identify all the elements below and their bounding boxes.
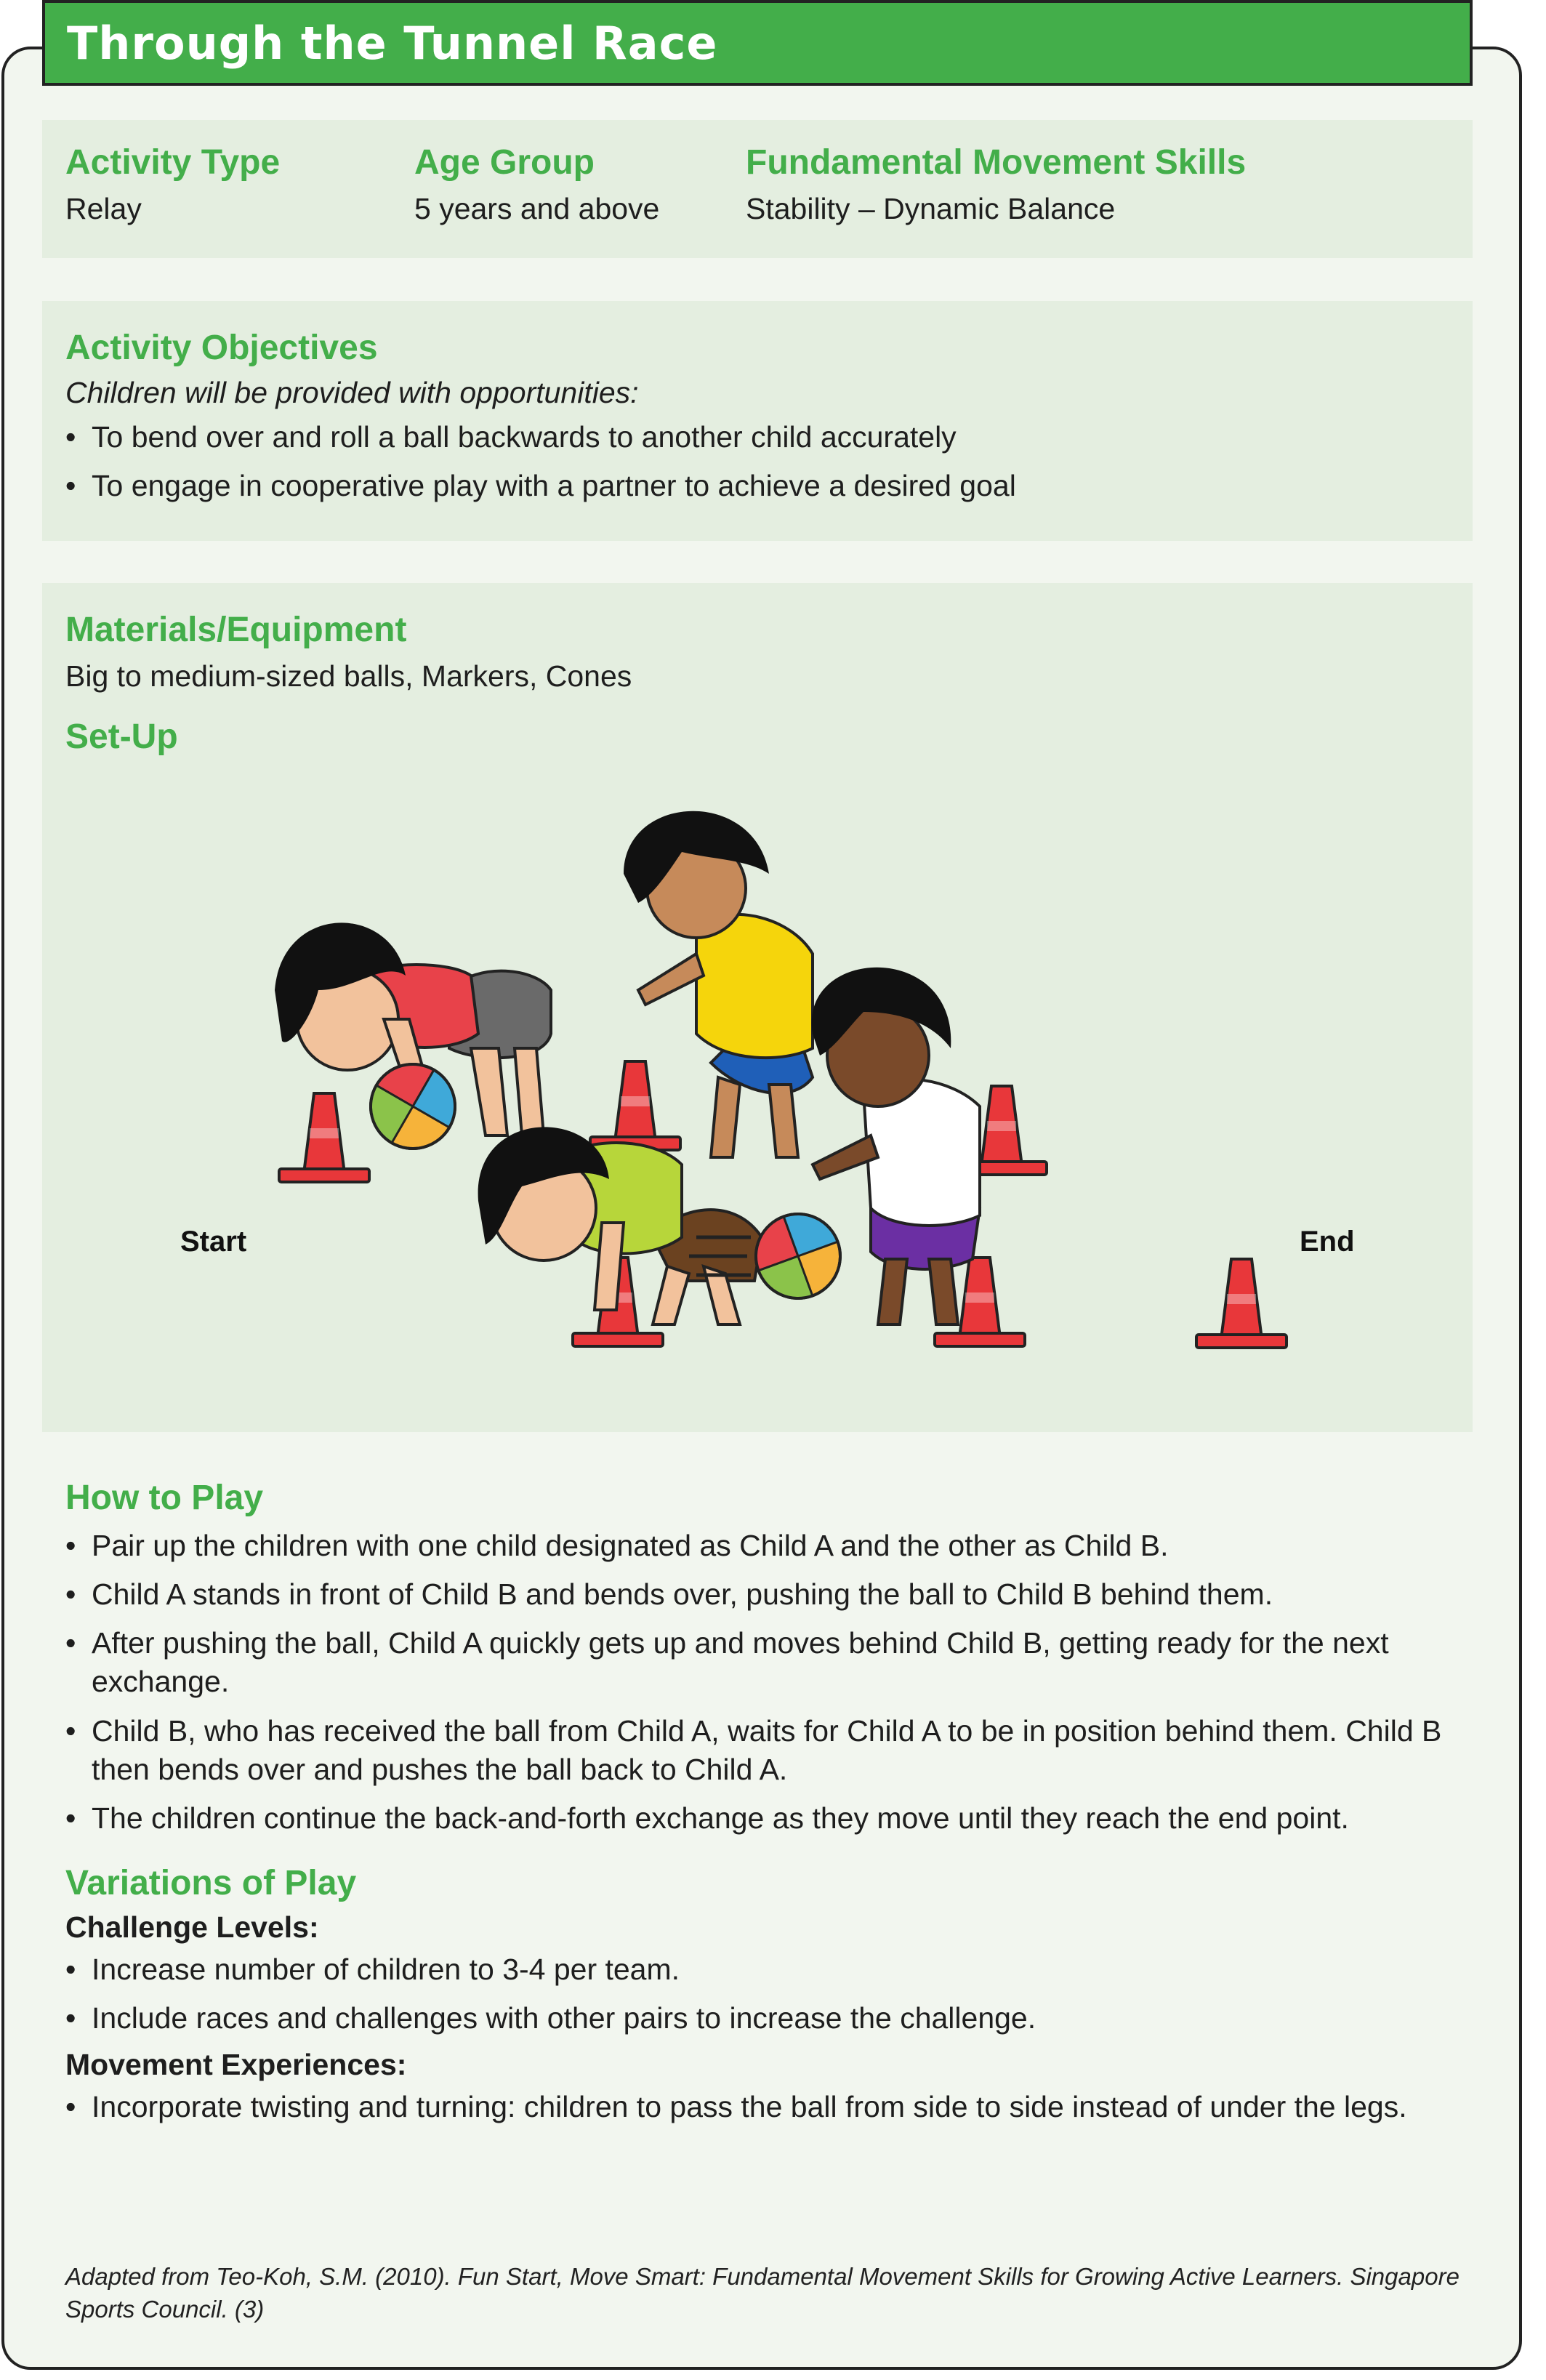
list-item: • Include races and challenges with other pairs to increase the challenge.	[65, 1999, 1490, 2038]
objectives-list	[65, 418, 1449, 506]
list-item: • Pair up the children with one child designated as Child A and the other as Child B.	[65, 1527, 1490, 1565]
citation: Adapted from Teo-Koh, S.M. (2010). Fun Start, Move Smart: Fundamental Movement Skills for Growing Active Learners. Singapore Sports Council. (3)	[65, 2263, 1460, 2323]
age-group-label: Age Group	[414, 143, 595, 182]
cone-6	[1196, 1259, 1287, 1348]
skills-value: Stability – Dynamic Balance	[746, 191, 1116, 225]
variations-section	[65, 1862, 1490, 2136]
skills-col	[746, 142, 1246, 228]
setup-heading: Set-Up	[65, 717, 178, 756]
title-bar	[42, 0, 1473, 86]
list-item: • To bend over and roll a ball backwards to another child accurately	[65, 418, 1449, 457]
page-title: Through the Tunnel Race	[67, 16, 718, 70]
ball-2	[744, 1202, 853, 1311]
ball-1	[355, 1049, 470, 1164]
objectives-heading: Activity Objectives	[65, 329, 378, 367]
activity-type-col	[65, 142, 280, 228]
cone-1	[279, 1093, 369, 1182]
variations-heading: Variations of Play	[65, 1864, 357, 1902]
how-to-play-section	[65, 1477, 1490, 1849]
list-item: • Incorporate twisting and turning: children to pass the ball from side to side instead of under the legs.	[65, 2088, 1490, 2126]
objectives-intro: Children will be provided with opportunities:	[65, 375, 639, 409]
age-group-value: 5 years and above	[414, 191, 660, 225]
activity-type-label: Activity Type	[65, 143, 281, 182]
materials-text: Big to medium-sized balls, Markers, Cones	[65, 659, 632, 693]
challenge-list	[65, 1950, 1490, 2038]
info-panel	[42, 120, 1473, 258]
end-label: End	[1300, 1226, 1355, 1258]
start-label: Start	[180, 1226, 247, 1258]
age-group-col	[414, 142, 659, 228]
list-item: • To engage in cooperative play with a partner to achieve a desired goal	[65, 467, 1449, 505]
movement-list	[65, 2088, 1490, 2126]
materials-setup-panel	[42, 583, 1473, 1432]
setup-illustration	[42, 583, 1473, 1432]
objectives-panel	[42, 301, 1473, 541]
list-item: • After pushing the ball, Child A quickly gets up and moves behind Child B, getting ready for the next exchange.	[65, 1624, 1490, 1702]
how-to-play-heading: How to Play	[65, 1479, 264, 1517]
list-item: • Increase number of children to 3-4 per team.	[65, 1950, 1490, 1989]
materials-heading: Materials/Equipment	[65, 611, 407, 649]
skills-label: Fundamental Movement Skills	[746, 143, 1247, 182]
challenge-levels-label: Challenge Levels:	[65, 1910, 319, 1944]
cone-2	[590, 1061, 680, 1150]
list-item: • Child A stands in front of Child B and bends over, pushing the ball to Child B behind them.	[65, 1575, 1490, 1614]
list-item: • Child B, who has received the ball from Child A, waits for Child A to be in position behind them. Child B then bends over and pushes the ball back to Child A.	[65, 1712, 1490, 1790]
how-to-play-list	[65, 1527, 1490, 1838]
list-item: • The children continue the back-and-forth exchange as they move until they reach the end point.	[65, 1799, 1490, 1838]
activity-type-value: Relay	[65, 191, 142, 225]
movement-experiences-label: Movement Experiences:	[65, 2048, 407, 2082]
